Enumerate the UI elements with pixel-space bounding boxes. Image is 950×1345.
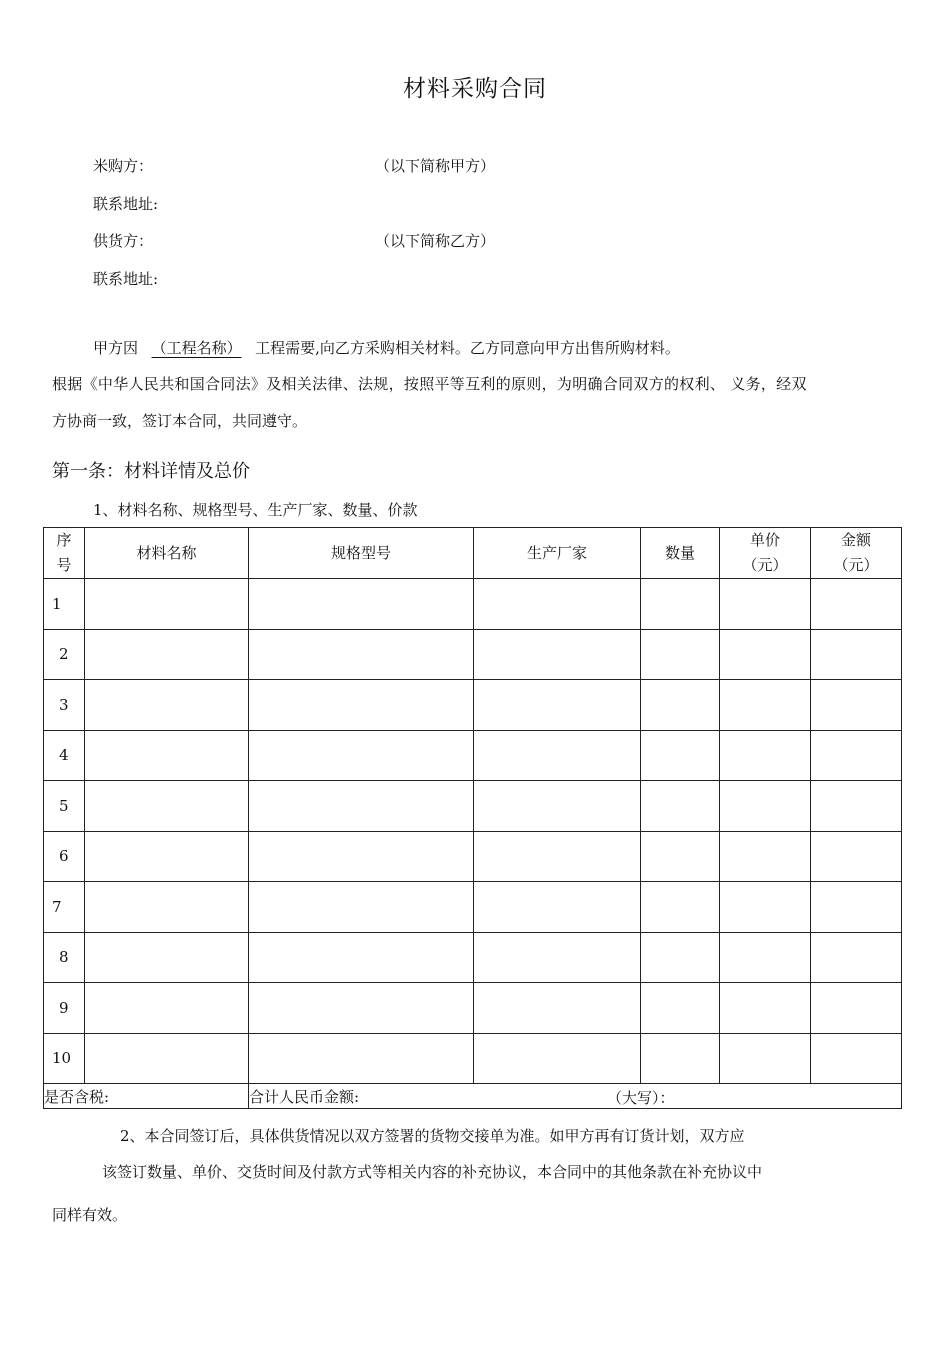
intro-line-3: 方协商一致，签订本合同，共同遵守。: [52, 412, 308, 430]
cell-spec[interactable]: [249, 680, 474, 731]
cell-spec[interactable]: [249, 831, 474, 882]
cell-maker[interactable]: [474, 629, 641, 680]
table-row: [44, 579, 902, 630]
cell-name[interactable]: [85, 680, 249, 731]
cell-qty[interactable]: [641, 882, 720, 933]
total-amount-uppercase-label: （大写）：: [607, 1089, 675, 1107]
cell-amount[interactable]: [811, 882, 902, 933]
col-quantity: 数量: [641, 528, 720, 579]
table-row: [44, 983, 902, 1034]
cell-amount[interactable]: [811, 629, 902, 680]
cell-maker[interactable]: [474, 882, 641, 933]
table-row: [44, 629, 902, 680]
cell-maker[interactable]: [474, 680, 641, 731]
table-row: [44, 831, 902, 882]
intro-line-1: [93, 337, 680, 358]
row-number: 8: [44, 932, 85, 983]
table-row: [44, 680, 902, 731]
col-material-name: 材料名称: [85, 528, 249, 579]
cell-maker[interactable]: [474, 932, 641, 983]
cell-name[interactable]: [85, 579, 249, 630]
cell-qty[interactable]: [641, 983, 720, 1034]
article-1-item-1: 1、材料名称、规格型号、生产厂家、数量、价款: [93, 501, 418, 519]
cell-spec[interactable]: [249, 579, 474, 630]
cell-qty[interactable]: [641, 629, 720, 680]
cell-amount[interactable]: [811, 932, 902, 983]
cell-name[interactable]: [85, 983, 249, 1034]
cell-price[interactable]: [720, 781, 811, 832]
cell-price[interactable]: [720, 680, 811, 731]
cell-price[interactable]: [720, 629, 811, 680]
cell-maker[interactable]: [474, 983, 641, 1034]
row-number: 7: [44, 882, 85, 933]
intro-line-2: 根据《中华人民共和国合同法》及相关法律、法规，按照平等互利的原则，为明确合同双方的权利、 义务，经双: [52, 375, 807, 393]
article-1-item-2-line-1: 2、本合同签订后，具体供货情况以双方签署的货物交接单为准。如甲方再有订货计划，双方应: [120, 1127, 745, 1145]
cell-qty[interactable]: [641, 1033, 720, 1084]
seller-address-label: 联系地址:: [93, 270, 159, 288]
cell-price[interactable]: [720, 1033, 811, 1084]
cell-spec[interactable]: [249, 730, 474, 781]
row-number: 5: [44, 781, 85, 832]
row-number: 1: [44, 579, 85, 630]
cell-qty[interactable]: [641, 932, 720, 983]
cell-qty[interactable]: [641, 730, 720, 781]
col-manufacturer: 生产厂家: [474, 528, 641, 579]
table-row: [44, 1033, 902, 1084]
cell-name[interactable]: [85, 629, 249, 680]
col-amount-line1: 金额: [840, 531, 871, 549]
seller-note: （以下简称乙方）: [375, 232, 496, 250]
table-row: [44, 932, 902, 983]
table-row: [44, 781, 902, 832]
cell-name[interactable]: [85, 1033, 249, 1084]
cell-amount[interactable]: [811, 730, 902, 781]
buyer-address-label: 联系地址:: [93, 195, 159, 213]
cell-name[interactable]: [85, 831, 249, 882]
total-amount-label: 合计人民币金额:: [249, 1087, 360, 1106]
cell-price[interactable]: [720, 983, 811, 1034]
cell-qty[interactable]: [641, 680, 720, 731]
row-number: 10: [44, 1033, 85, 1084]
col-spec-model: 规格型号: [249, 528, 474, 579]
col-seq-line2: 号: [56, 556, 72, 574]
buyer-label: 米购方：: [93, 157, 154, 175]
cell-name[interactable]: [85, 932, 249, 983]
cell-spec[interactable]: [249, 781, 474, 832]
cell-price[interactable]: [720, 579, 811, 630]
cell-amount[interactable]: [811, 983, 902, 1034]
cell-maker[interactable]: [474, 1033, 641, 1084]
buyer-note: （以下简称甲方）: [375, 157, 496, 175]
cell-maker[interactable]: [474, 781, 641, 832]
row-number: 2: [44, 629, 85, 680]
cell-amount[interactable]: [811, 680, 902, 731]
col-seq: [44, 528, 85, 579]
article-1-item-2-line-3: 同样有效。: [52, 1206, 128, 1224]
row-number: 3: [44, 680, 85, 731]
tax-included-label: 是否含税:: [44, 1084, 249, 1109]
cell-maker[interactable]: [474, 730, 641, 781]
project-name-field: （工程名称）: [151, 339, 242, 357]
cell-spec[interactable]: [249, 629, 474, 680]
cell-price[interactable]: [720, 730, 811, 781]
cell-amount[interactable]: [811, 831, 902, 882]
seller-label: 供货方：: [93, 232, 154, 250]
col-unit-price-line1: 单价: [749, 531, 780, 549]
row-number: 4: [44, 730, 85, 781]
table-header-row: [44, 528, 902, 579]
cell-name[interactable]: [85, 882, 249, 933]
cell-amount[interactable]: [811, 781, 902, 832]
col-seq-line1: 序: [56, 531, 72, 549]
cell-spec[interactable]: [249, 983, 474, 1034]
table-row: [44, 730, 902, 781]
materials-table: [43, 527, 902, 1109]
cell-price[interactable]: [720, 932, 811, 983]
intro-suffix: 工程需要,向乙方采购相关材料。乙方同意向甲方出售所购材料。: [255, 339, 680, 357]
cell-spec[interactable]: [249, 1033, 474, 1084]
cell-qty[interactable]: [641, 579, 720, 630]
total-amount-cell: [249, 1084, 902, 1109]
article-1-heading: 第一条：材料详情及总价: [52, 461, 250, 482]
document-title: 材料采购合同: [403, 76, 547, 102]
cell-price[interactable]: [720, 831, 811, 882]
col-amount-line2: （元）: [833, 556, 879, 574]
cell-name[interactable]: [85, 730, 249, 781]
cell-name[interactable]: [85, 781, 249, 832]
table-footer-row: [44, 1084, 902, 1109]
cell-price[interactable]: [720, 882, 811, 933]
row-number: 6: [44, 831, 85, 882]
cell-qty[interactable]: [641, 831, 720, 882]
cell-amount[interactable]: [811, 1033, 902, 1084]
cell-spec[interactable]: [249, 882, 474, 933]
cell-maker[interactable]: [474, 831, 641, 882]
col-unit-price-line2: （元）: [742, 556, 788, 574]
cell-maker[interactable]: [474, 579, 641, 630]
col-amount: [811, 528, 902, 579]
cell-qty[interactable]: [641, 781, 720, 832]
intro-prefix: 甲方因: [93, 339, 139, 357]
article-1-item-2-line-2: 该签订数量、单价、交货时间及付款方式等相关内容的补充协议，本合同中的其他条款在补充协议中: [102, 1163, 763, 1181]
table-row: [44, 882, 902, 933]
cell-spec[interactable]: [249, 932, 474, 983]
col-unit-price: [720, 528, 811, 579]
row-number: 9: [44, 983, 85, 1034]
cell-amount[interactable]: [811, 579, 902, 630]
